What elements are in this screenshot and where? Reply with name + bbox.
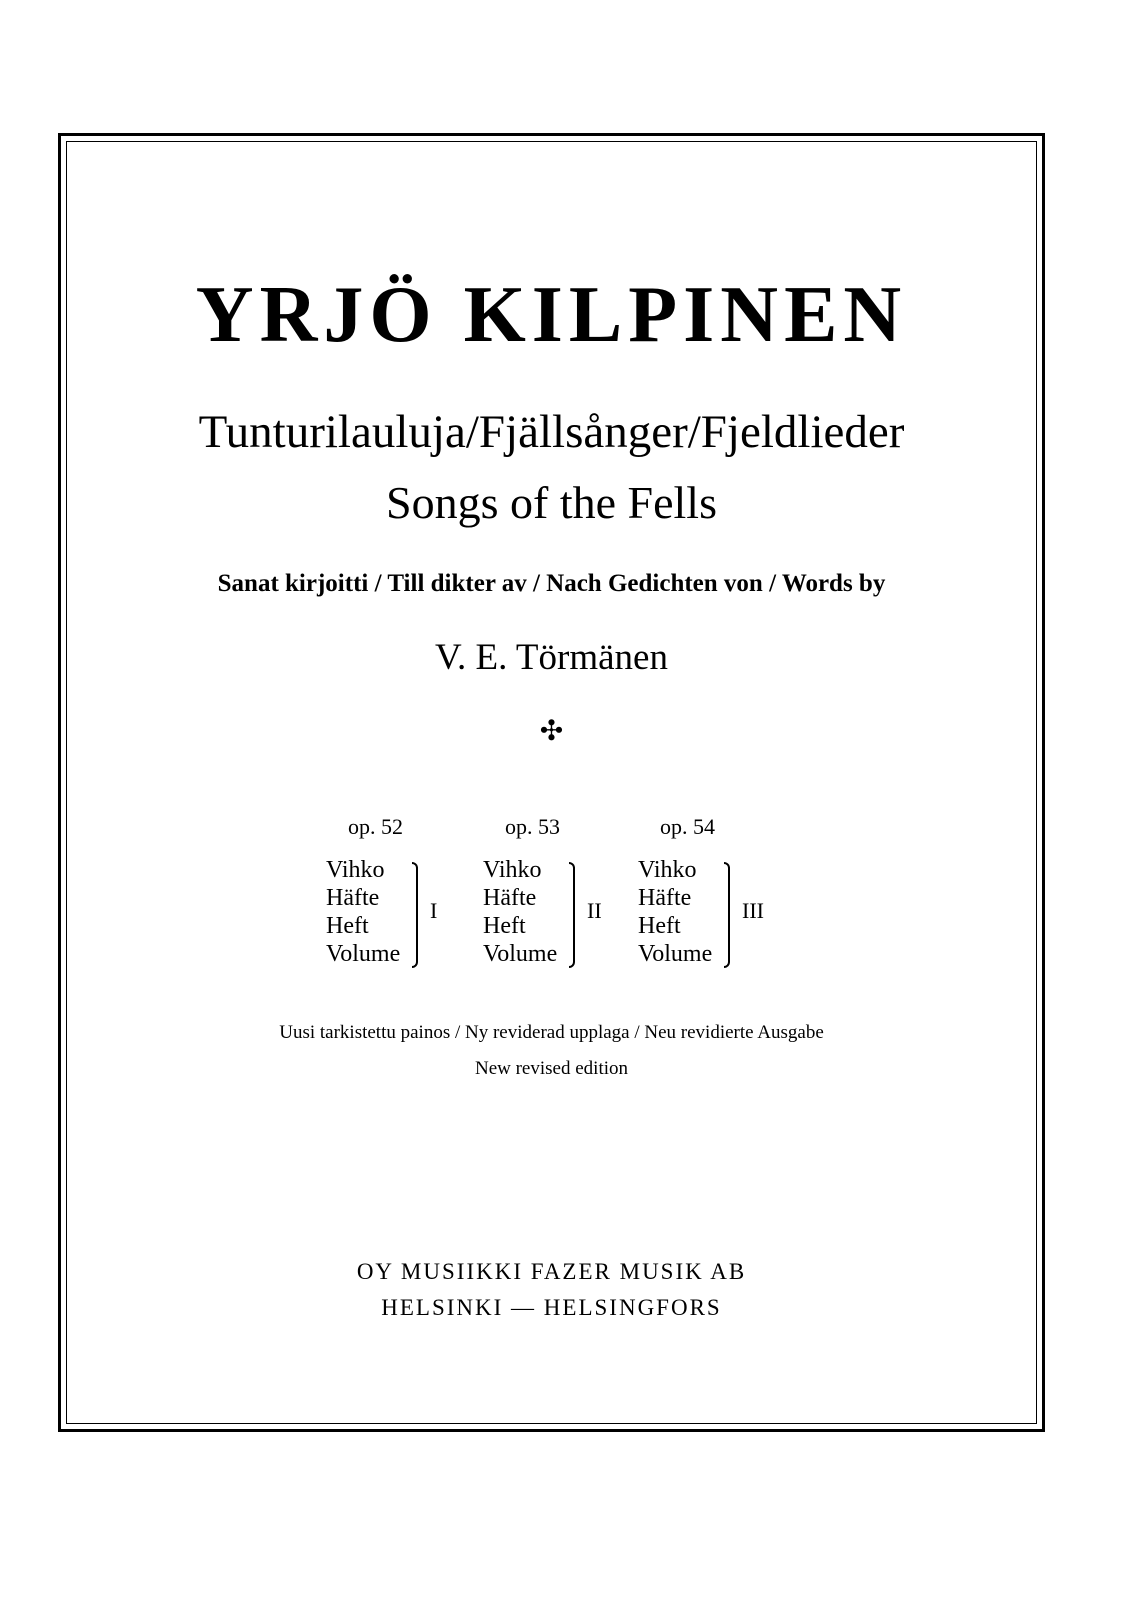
volume-name: Vihko — [326, 857, 385, 883]
volume-column-3 — [638, 812, 778, 972]
volume-names — [326, 856, 400, 968]
volume-name: Volume — [483, 941, 558, 967]
opus-number: op. 53 — [505, 814, 560, 839]
opus-number: op. 52 — [348, 814, 403, 839]
volume-numeral: I — [430, 898, 438, 923]
volume-name: Häfte — [326, 885, 380, 911]
volume-name: Volume — [326, 941, 401, 967]
volume-name: Heft — [326, 913, 369, 939]
brace-icon — [412, 862, 418, 968]
volume-name: Häfte — [483, 885, 537, 911]
words-by-line: Sanat kirjoitti / Till dikter av / Nach Gedichten von / Words by — [217, 570, 886, 597]
edition-line-english: New revised edition — [474, 1058, 628, 1079]
work-title: Tunturilauluja/Fjällsånger/Fjeldlieder — [198, 406, 905, 458]
work-subtitle: Songs of the Fells — [386, 477, 717, 528]
poet-name: V. E. Törmänen — [435, 637, 668, 678]
edition-line: Uusi tarkistettu painos / Ny reviderad upplaga / Neu revidierte Ausgabe — [279, 1022, 824, 1043]
composer-name: YRJÖ KILPINEN — [195, 271, 908, 359]
volume-name: Vihko — [638, 857, 697, 883]
brace-icon — [724, 862, 730, 968]
brace-icon — [569, 862, 575, 968]
star-ornament-icon: ✣ — [539, 716, 564, 747]
volume-column-1 — [326, 812, 466, 972]
volume-name: Vihko — [483, 857, 542, 883]
volume-names — [638, 856, 712, 968]
publisher-name: OY MUSIIKKI FAZER MUSIK AB — [356, 1259, 747, 1284]
volume-name: Volume — [638, 941, 713, 967]
opus-number: op. 54 — [660, 814, 715, 839]
volume-numeral: III — [742, 898, 764, 923]
volume-names — [483, 856, 557, 968]
volume-name: Häfte — [638, 885, 692, 911]
volume-numeral: II — [587, 898, 602, 923]
volume-name: Heft — [483, 913, 526, 939]
publisher-city: HELSINKI — HELSINGFORS — [381, 1295, 722, 1320]
volume-column-2 — [483, 812, 623, 972]
volume-name: Heft — [638, 913, 681, 939]
